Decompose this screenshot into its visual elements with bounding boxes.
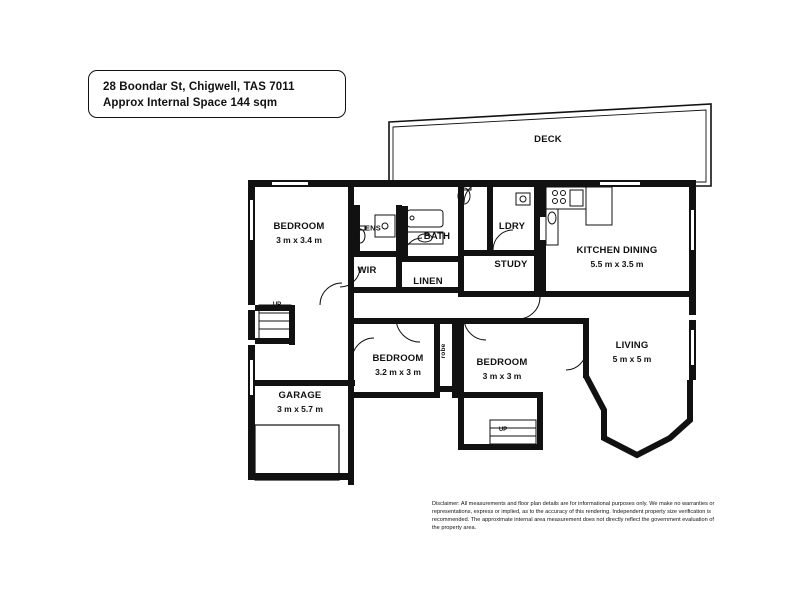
room-label-bedroom-3: BEDROOM 3 m x 3 m: [476, 356, 528, 381]
room-label-bedroom-2: BEDROOM 3.2 m x 3 m: [372, 352, 424, 377]
room-label-garage: GARAGE 3 m x 5.7 m: [277, 389, 323, 414]
room-label-ens: ENS: [364, 223, 382, 233]
property-area: Approx Internal Space 144 sqm: [103, 97, 278, 109]
disclaimer-text: Disclaimer: All measurements and floor plan details are for informational purposes only. We make no warranties or representations, express or implied, as to the accuracy of this rendering. Independent property size verification is recommended. The approximate internal area measurement does not directly reflect the government evaluation of the property area.: [432, 501, 715, 532]
room-label-ldry: LDRY: [498, 221, 526, 233]
room-label-bath: BATH: [423, 231, 451, 243]
stair-direction-up-1: UP: [272, 302, 282, 308]
room-label-living: LIVING 5 m x 5 m: [612, 339, 652, 364]
plan-title-box: [88, 70, 346, 118]
stair-direction-up-3: UP: [498, 427, 508, 433]
room-label-wir: WIR: [357, 265, 377, 277]
room-label-deck: DECK: [534, 134, 562, 146]
room-label-kitchen-dining: KITCHEN DINING 5.5 m x 3.5 m: [576, 244, 658, 269]
room-label-robe-1: robe: [439, 343, 447, 359]
room-label-study: STUDY: [494, 259, 528, 271]
stair-direction-up-2: UP: [259, 339, 269, 345]
room-label-linen: LINEN: [413, 276, 443, 288]
room-label-robe-2: robe: [433, 383, 441, 399]
property-address: 28 Boondar St, Chigwell, TAS 7011: [103, 81, 295, 93]
room-label-bedroom-1: BEDROOM 3 m x 3.4 m: [273, 220, 325, 245]
